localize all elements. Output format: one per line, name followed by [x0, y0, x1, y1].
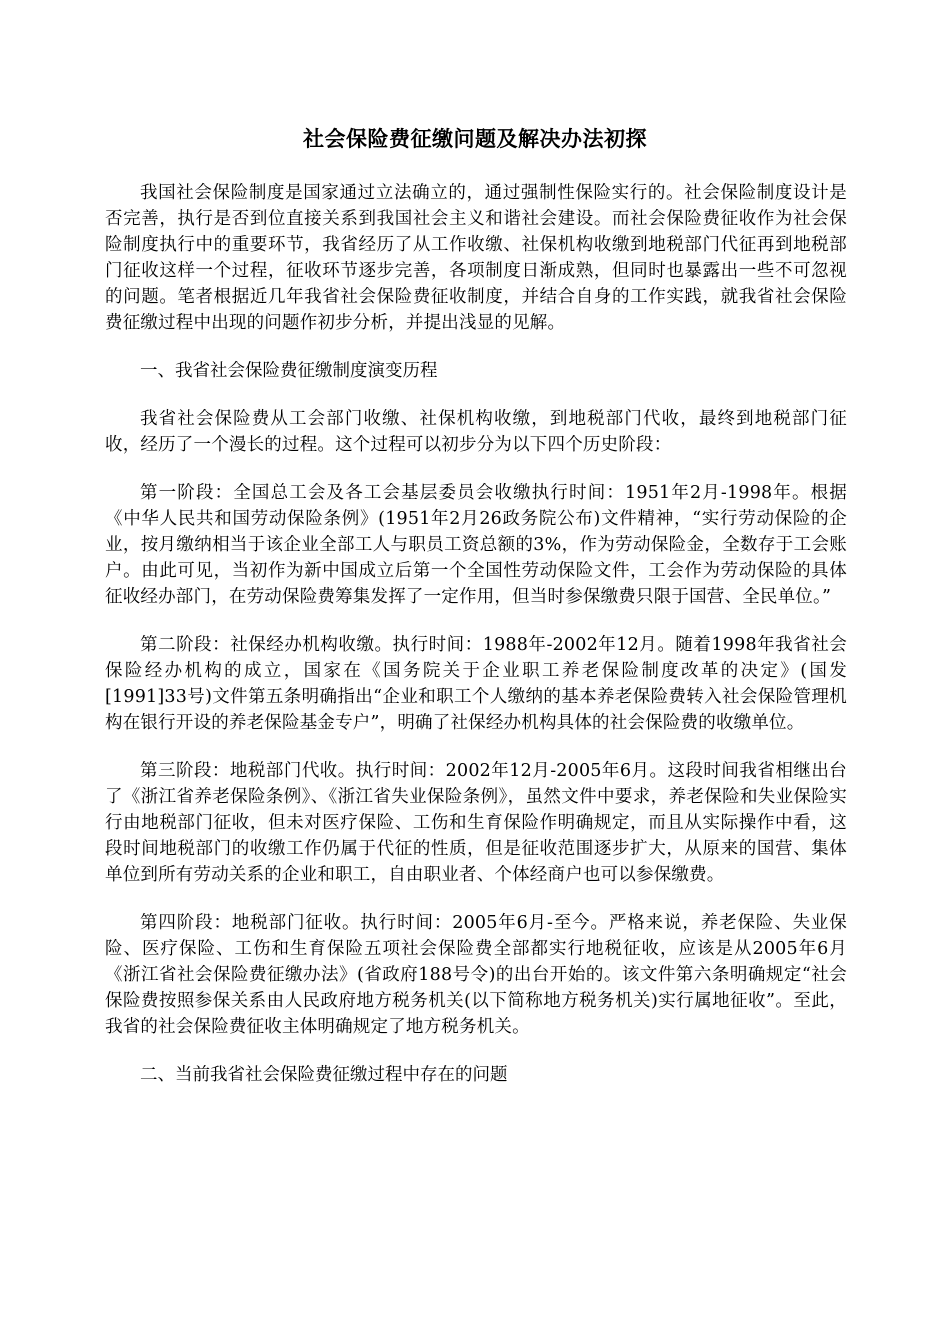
- section-1-intro-paragraph: 我省社会保险费从工会部门收缴、社保机构收缴，到地税部门代收，最终到地税部门征收，经历了一个漫长的过程。这个过程可以初步分为以下四个历史阶段：: [105, 409, 847, 455]
- section-heading-1: 一、我省社会保险费征缴制度演变历程: [140, 361, 438, 381]
- stage-4-paragraph: 第四阶段：地税部门征收。执行时间：2005年6月-至今。严格来说，养老保险、失业保险、医疗保险、工伤和生育保险五项社会保险费全部都实行地税征收，应该是从2005年6月《浙江省社会保险费征缴办法》(省政府188号令)的出台开始的。该文件第六条明确规定“社会保险费按照参保关系由人民政府地方税务机关(以下简称地方税务机关)实行属地征收”。至此，我省的社会保险费征收主体明确规定了地方税务机关。: [105, 913, 847, 1037]
- section-heading-2: 二、当前我省社会保险费征缴过程中存在的问题: [140, 1065, 508, 1085]
- stage-1-paragraph: 第一阶段：全国总工会及各工会基层委员会收缴执行时间：1951年2月-1998年。根据《中华人民共和国劳动保险条例》(1951年2月26政务院公布)文件精神，“实行劳动保险的企业，按月缴纳相当于该企业全部工人与职员工资总额的3%，作为劳动保险金，全数存于工会账户。由此可见，当初作为新中国成立后第一个全国性劳动保险文件，工会作为劳动保险的具体征收经办部门，在劳动保险费筹集发挥了一定作用，但当时参保缴费只限于国营、全民单位。”: [105, 483, 847, 607]
- document-title: 社会保险费征缴问题及解决办法初探: [303, 126, 647, 151]
- intro-paragraph: 我国社会保险制度是国家通过立法确立的，通过强制性保险实行的。社会保险制度设计是否完善，执行是否到位直接关系到我国社会主义和谐社会建设。而社会保险费征收作为社会保险制度执行中的重要环节，我省经历了从工作收缴、社保机构收缴到地税部门代征再到地税部门征收这样一个过程，征收环节逐步完善，各项制度日渐成熟，但同时也暴露出一些不可忽视的问题。笔者根据近几年我省社会保险费征收制度，并结合自身的工作实践，就我省社会保险费征缴过程中出现的问题作初步分析，并提出浅显的见解。: [105, 183, 847, 333]
- stage-2-paragraph: 第二阶段：社保经办机构收缴。执行时间：1988年-2002年12月。随着1998年我省社会保险经办机构的成立，国家在《国务院关于企业职工养老保险制度改革的决定》(国发[1991]33号)文件第五条明确指出“企业和职工个人缴纳的基本养老保险费转入社会保险管理机构在银行开设的养老保险基金专户”，明确了社保经办机构具体的社会保险费的收缴单位。: [105, 635, 847, 733]
- stage-3-paragraph: 第三阶段：地税部门代收。执行时间：2002年12月-2005年6月。这段时间我省相继出台了《浙江省养老保险条例》、《浙江省失业保险条例》，虽然文件中要求，养老保险和失业保险实行由地税部门征收，但未对医疗保险、工伤和生育保险作明确规定，而且从实际操作中看，这段时间地税部门的收缴工作仍属于代征的性质，但是征收范围逐步扩大，从原来的国营、集体单位到所有劳动关系的企业和职工，自由职业者、个体经商户也可以参保缴费。: [105, 761, 847, 885]
- document-body: [105, 180, 847, 1110]
